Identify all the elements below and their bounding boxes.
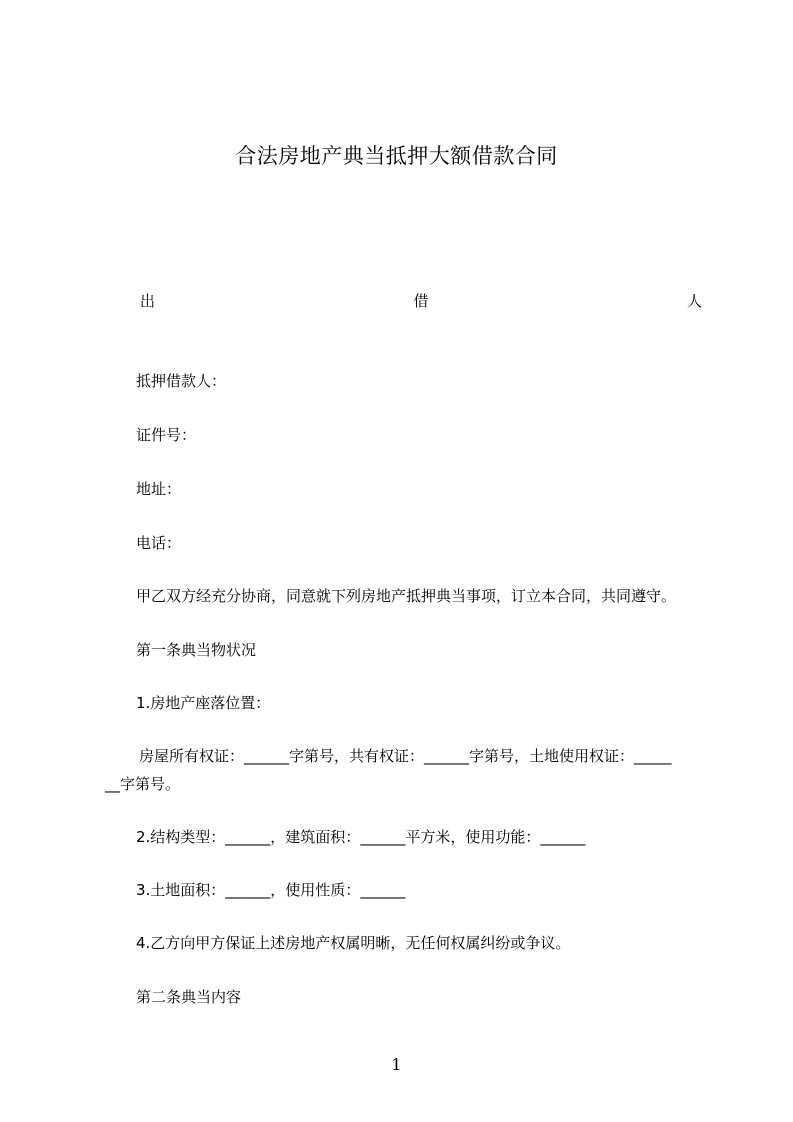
- land-area: 3.土地面积：______，使用性质：______: [136, 881, 406, 899]
- property-certificates: [105, 742, 702, 798]
- lender-char-2: 借: [413, 292, 429, 310]
- document-title: 合法房地产典当抵押大额借款合同: [235, 144, 558, 168]
- id-number-label: 证件号：: [136, 426, 197, 444]
- ownership-guarantee: 4.乙方向甲方保证上述房地产权属明晰，无任何权属纠纷或争议。: [136, 934, 571, 952]
- lender-char-3: 人: [686, 292, 702, 310]
- lender-label: [140, 290, 702, 312]
- borrower-label: 抵押借款人：: [136, 372, 227, 390]
- phone-label: 电话：: [136, 534, 182, 552]
- article-two-heading: 第二条典当内容: [136, 988, 242, 1006]
- article-one-heading: 第一条典当物状况: [136, 641, 257, 659]
- lender-char-1: 出: [140, 292, 156, 310]
- property-certificates-line-1: 房屋所有权证：______字第号，共有权证：______字第号，土地使用权证：_____: [139, 747, 672, 765]
- page-number: 1: [391, 1055, 402, 1074]
- property-certificates-line-2: __字第号。: [105, 775, 181, 793]
- property-location: 1.房地产座落位置：: [136, 694, 271, 712]
- agreement-intro: 甲乙双方经充分协商，同意就下列房地产抵押典当事项，订立本合同，共同遵守。: [136, 587, 677, 605]
- address-label: 地址：: [136, 480, 182, 498]
- structure-type: 2.结构类型：______，建筑面积：______平方米，使用功能：______: [136, 828, 586, 846]
